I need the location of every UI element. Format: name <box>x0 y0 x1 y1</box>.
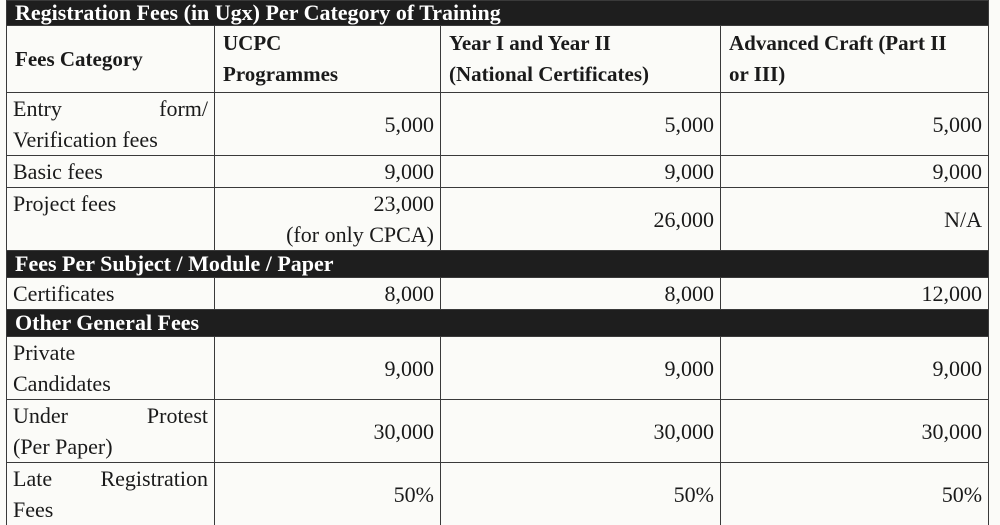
table-row <box>7 93 989 156</box>
cell-project-year: 26,000 <box>441 188 721 251</box>
cell-late-ucpc: 50% <box>215 463 441 525</box>
row-label-protest-line1: Under Protest <box>13 403 208 428</box>
section-title-per-subject: Fees Per Subject / Module / Paper <box>7 251 989 278</box>
cell-project-ucpc-note: (for only CPCA) <box>286 222 434 247</box>
header-ucpc-line1: UCPC <box>223 31 282 55</box>
header-advanced-line1: Advanced Craft (Part II <box>729 31 947 55</box>
row-label-certificates: Certificates <box>7 278 215 310</box>
table-row <box>7 278 989 310</box>
row-label-private-line2: Candidates <box>13 371 111 396</box>
header-ucpc-line2: Programmes <box>223 62 339 86</box>
column-header-row <box>7 26 989 93</box>
row-label-late-line1: Late Registration <box>13 466 208 491</box>
cell-late-advanced: 50% <box>721 463 989 525</box>
cell-private-ucpc: 9,000 <box>215 337 441 400</box>
table-title: Registration Fees (in Ugx) Per Category of Training <box>7 1 989 26</box>
row-label-late-registration <box>7 463 215 525</box>
cell-private-advanced: 9,000 <box>721 337 989 400</box>
table-row <box>7 188 989 251</box>
header-advanced-craft <box>721 26 989 93</box>
cell-project-ucpc <box>215 188 441 251</box>
header-advanced-line2: or III) <box>729 62 786 86</box>
cell-protest-advanced: 30,000 <box>721 400 989 463</box>
cell-entry-ucpc: 5,000 <box>215 93 441 156</box>
header-fees-category: Fees Category <box>7 26 215 93</box>
cell-basic-advanced: 9,000 <box>721 156 989 188</box>
section-band-other-general <box>7 310 989 337</box>
cell-project-ucpc-value: 23,000 <box>373 191 434 216</box>
section-title-other-general: Other General Fees <box>7 310 989 337</box>
header-ucpc-programmes <box>215 26 441 93</box>
row-label-entry-line2: Verification fees <box>13 127 158 152</box>
cell-project-advanced: N/A <box>721 188 989 251</box>
header-year-line2: (National Certificates) <box>449 62 650 86</box>
table-row <box>7 156 989 188</box>
registration-fees-table <box>6 0 989 525</box>
table-row <box>7 463 989 525</box>
row-label-entry-line1: Entry form/ <box>13 96 208 121</box>
cell-late-year: 50% <box>441 463 721 525</box>
cell-basic-ucpc: 9,000 <box>215 156 441 188</box>
cell-entry-year: 5,000 <box>441 93 721 156</box>
cell-protest-year: 30,000 <box>441 400 721 463</box>
header-year-line1: Year I and Year II <box>449 31 611 55</box>
cell-private-year: 9,000 <box>441 337 721 400</box>
cell-certificates-advanced: 12,000 <box>721 278 989 310</box>
row-label-project-fees: Project fees <box>7 188 215 251</box>
row-label-protest-line2: (Per Paper) <box>13 434 113 459</box>
cell-protest-ucpc: 30,000 <box>215 400 441 463</box>
row-label-basic-fees: Basic fees <box>7 156 215 188</box>
table-row <box>7 337 989 400</box>
row-label-late-line2: Fees <box>13 497 54 522</box>
row-label-private-line1: Private <box>13 340 76 365</box>
row-label-private-candidates <box>7 337 215 400</box>
section-band-per-subject <box>7 251 989 278</box>
cell-certificates-year: 8,000 <box>441 278 721 310</box>
table-row <box>7 400 989 463</box>
cell-entry-advanced: 5,000 <box>721 93 989 156</box>
row-label-under-protest <box>7 400 215 463</box>
cell-basic-year: 9,000 <box>441 156 721 188</box>
header-year-i-ii <box>441 26 721 93</box>
table-title-band <box>7 1 989 26</box>
row-label-entry-form <box>7 93 215 156</box>
cell-certificates-ucpc: 8,000 <box>215 278 441 310</box>
